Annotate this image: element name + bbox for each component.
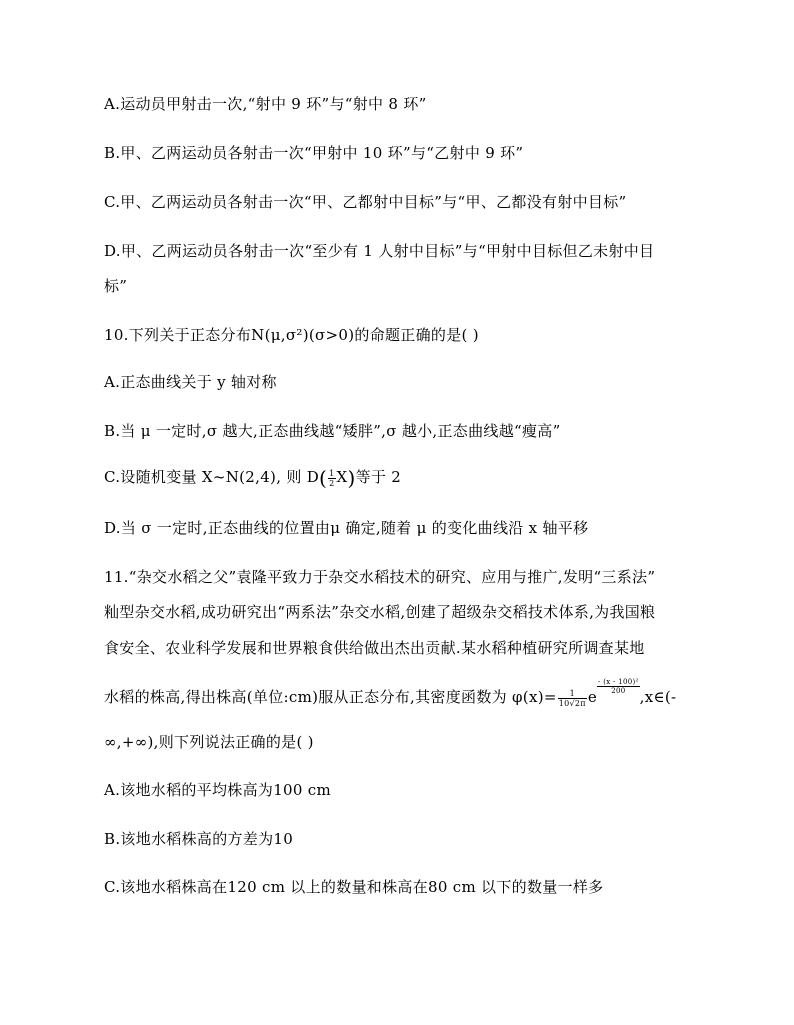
q10-c-open-paren: ( — [319, 466, 328, 490]
q9-option-d-line1: D.甲、乙两运动员各射击一次“至少有 1 人射中目标”与“甲射中目标但乙未射中目 — [104, 242, 655, 260]
q10-option-c — [104, 466, 401, 488]
q11-stem-line5: ∞,+∞),则下列说法正确的是( ) — [104, 733, 314, 751]
q11-formula-frac-den: 10√2π — [558, 698, 586, 708]
q10-option-b: B.当 μ 一定时,σ 越大,正态曲线越“矮胖”,σ 越小,正态曲线越“瘦高” — [104, 422, 561, 440]
q10-c-prefix: C.设随机变量 X~N(2,4), 则 D — [104, 468, 320, 486]
q9-option-b: B.甲、乙两运动员各射击一次“甲射中 10 环”与“乙射中 9 环” — [104, 144, 524, 162]
q11-option-c: C.该地水稻株高在120 cm 以上的数量和株高在80 cm 以下的数量一样多 — [104, 878, 604, 896]
q10-c-fraction — [328, 469, 335, 488]
q11-formula-exp-den: 200 — [611, 687, 626, 695]
q11-formula-exponent — [597, 678, 640, 695]
q9-option-c: C.甲、乙两运动员各射击一次“甲、乙都射中目标”与“甲、乙都没有射中目标” — [104, 193, 627, 211]
q10-option-a: A.正态曲线关于 y 轴对称 — [104, 373, 277, 391]
q10-stem: 10.下列关于正态分布N(μ,σ²)(σ>0)的命题正确的是( ) — [104, 326, 479, 344]
q11-stem-line2: 籼型杂交水稻,成功研究出“两系法”杂交水稻,创建了超级杂交稻技术体系,为我国粮 — [104, 603, 656, 621]
q11-option-b: B.该地水稻株高的方差为10 — [104, 830, 294, 848]
q11-formula-suffix: ,x∈(- — [639, 688, 677, 706]
q11-formula-frac-num: 1 — [558, 689, 587, 699]
q10-c-frac-num: 1 — [329, 468, 335, 478]
q11-option-a: A.该地水稻的平均株高为100 cm — [104, 781, 332, 799]
q10-option-d: D.当 σ 一定时,正态曲线的位置由μ 确定,随着 μ 的变化曲线沿 x 轴平移 — [104, 519, 589, 537]
q11-stem-line1: 11.“杂交水稻之父”袁隆平致力于杂交水稻技术的研究、应用与推广,发明“三系法” — [104, 568, 656, 586]
q11-formula-fraction — [558, 689, 587, 708]
q9-option-a: A.运动员甲射击一次,“射中 9 环”与“射中 8 环” — [104, 95, 427, 113]
q11-stem-line3: 食安全、农业科学发展和世界粮食供给做出杰出贡献.某水稻种植研究所调查某地 — [104, 639, 645, 657]
q10-c-close-paren: ) — [347, 466, 356, 490]
q10-c-suffix: 等于 2 — [355, 468, 402, 486]
q11-formula-prefix: 水稻的株高,得出株高(单位:cm)服从正态分布,其密度函数为 φ(x)= — [104, 688, 557, 706]
q11-formula-exp-num: - (x - 100)² — [598, 678, 639, 686]
q9-option-d-line2: 标” — [104, 277, 128, 295]
q10-c-frac-den: 2 — [329, 478, 335, 488]
q11-stem-line4-formula — [104, 678, 677, 708]
q10-c-var: X — [336, 468, 348, 486]
q11-formula-base: e — [587, 688, 598, 706]
